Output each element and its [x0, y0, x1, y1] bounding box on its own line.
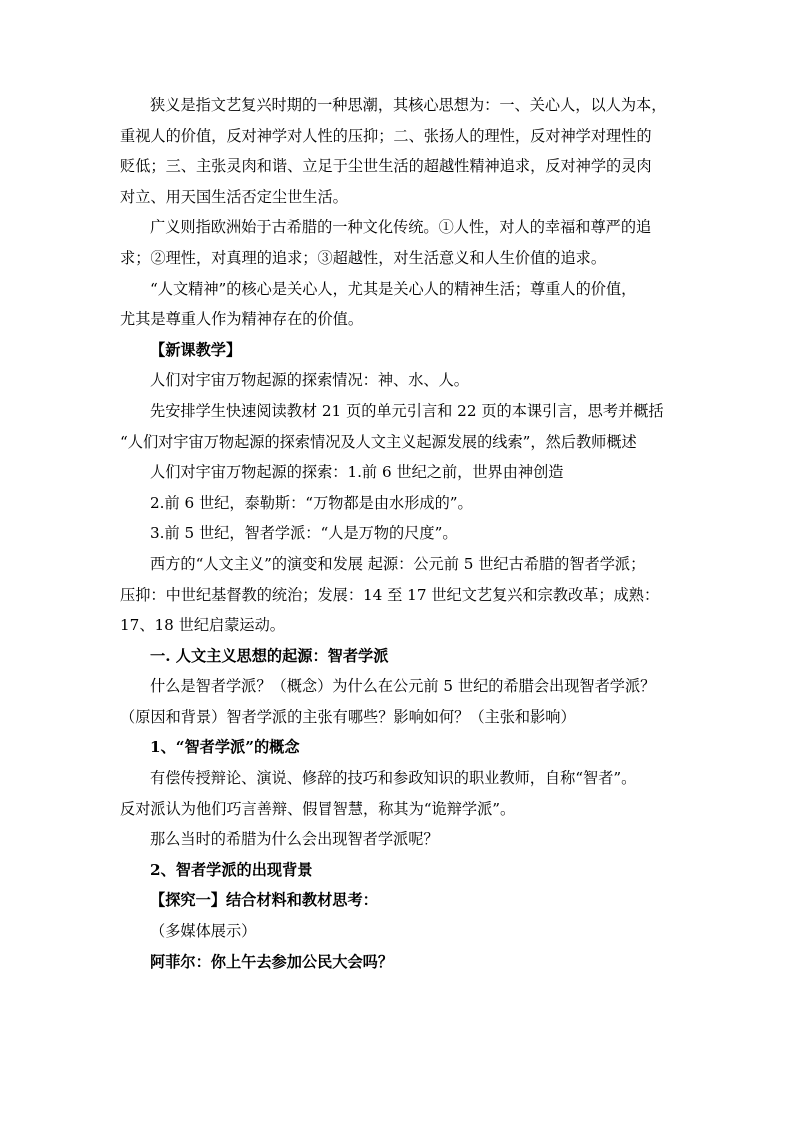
- text-line: 西方的“人文主义”的演变和发展 起源：公元前 5 世纪古希腊的智者学派；: [150, 554, 646, 573]
- text-line: 求；②理性，对真理的追求；③超越性，对生活意义和人生价值的追求。: [120, 248, 606, 267]
- section-heading-line: 【探究一】结合材料和教材思考：: [150, 891, 378, 910]
- document-body: [120, 90, 675, 977]
- text-line: 广义则指欧洲始于古希腊的一种文化传统。①人性，对人的幸福和尊严的追: [150, 218, 652, 237]
- text-line: 什么是智者学派？（概念）为什么在公元前 5 世纪的希腊会出现智者学派？: [150, 677, 656, 696]
- text-line: 贬低；三、主张灵肉和谐、立足于尘世生活的超越性精神追求，反对神学的灵肉: [120, 157, 652, 176]
- text-line: 狭义是指文艺复兴时期的一种思潮，其核心思想为：一、关心人，以人为本，: [150, 96, 667, 114]
- text-line: 3.前 5 世纪，智者学派：“人是万物的尺度”。: [150, 524, 458, 543]
- text-line: 2.前 6 世纪，泰勒斯：“万物都是由水形成的”。: [150, 493, 473, 512]
- text-line: 17、18 世纪启蒙运动。: [120, 616, 285, 635]
- text-line: 尤其是尊重人作为精神存在的价值。: [120, 310, 363, 329]
- text-line: 人们对宇宙万物起源的探索情况：神、水、人。: [150, 371, 469, 390]
- text-line: 有偿传授辩论、演说、修辞的技巧和参政知识的职业教师，自称“智者”。: [150, 769, 637, 788]
- section-heading-line: 阿菲尔：你上午去参加公民大会吗？: [150, 952, 393, 971]
- text-line: （原因和背景）智者学派的主张有哪些？影响如何？（主张和影响）: [120, 707, 576, 726]
- text-line: “人们对宇宙万物起源的探索情况及人文主义起源发展的线索”，然后教师概述: [120, 432, 637, 451]
- text-line: 对立、用天国生活否定尘世生活。: [120, 187, 348, 206]
- section-heading-line: 1、“智者学派”的概念: [150, 738, 300, 757]
- text-line: “人文精神”的核心是关心人，尤其是关心人的精神生活；尊重人的价值，: [150, 279, 637, 298]
- text-line: 反对派认为他们巧言善辩、假冒智慧，称其为“诡辩学派”。: [120, 799, 516, 818]
- text-line: （多媒体展示）: [150, 922, 257, 941]
- section-heading-line: 一. 人文主义思想的起源：智者学派: [150, 646, 389, 665]
- text-line: 人们对宇宙万物起源的探索：1.前 6 世纪之前，世界由神创造: [150, 463, 564, 482]
- section-heading-line: 【新课教学】: [150, 340, 242, 359]
- section-heading-line: 2、智者学派的出现背景: [150, 860, 313, 879]
- text-line: 重视人的价值，反对神学对人性的压抑；二、张扬人的理性，反对神学对理性的: [120, 126, 652, 145]
- text-line: 压抑：中世纪基督教的统治；发展：14 至 17 世纪文艺复兴和宗教改革；成熟：: [120, 585, 660, 604]
- text-line: 那么当时的希腊为什么会出现智者学派呢？: [150, 830, 439, 849]
- text-line: 先安排学生快速阅读教材 21 页的单元引言和 22 页的本课引言，思考并概括: [150, 401, 664, 420]
